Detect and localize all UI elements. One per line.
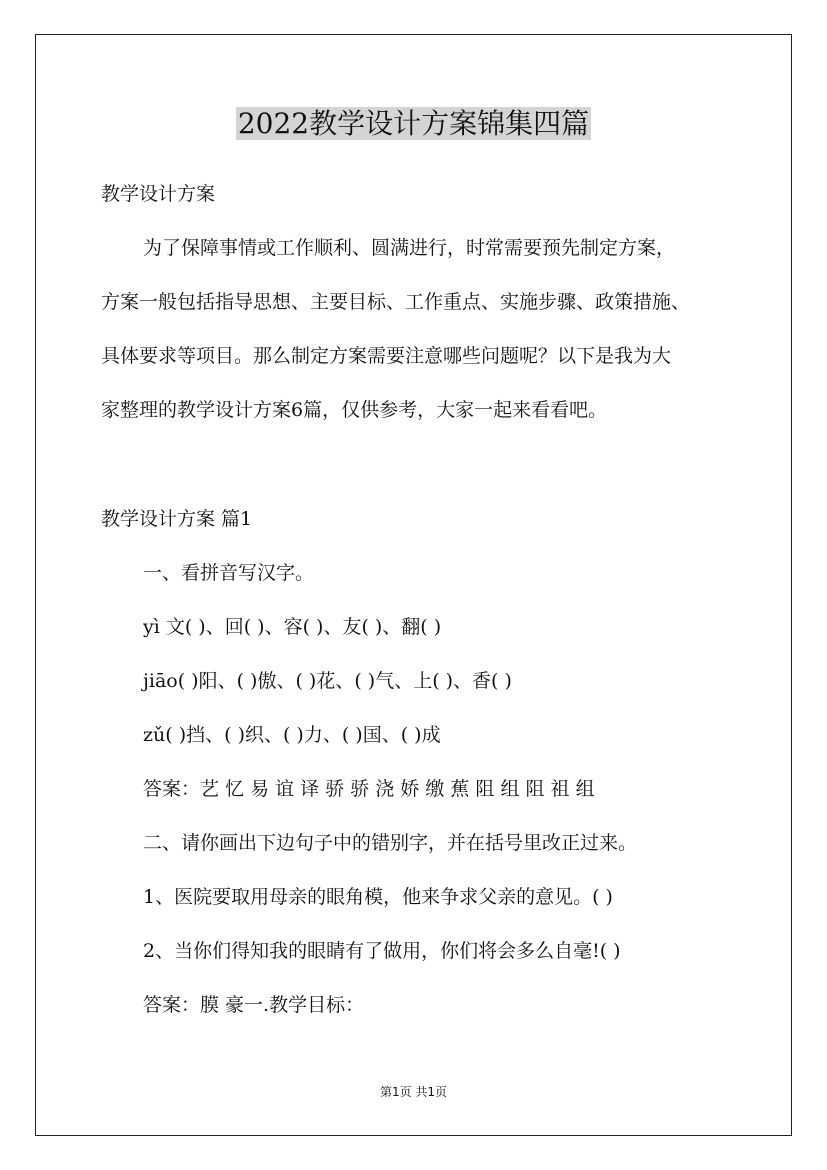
exercise-heading-1: 一、看拼音写汉字。 <box>143 562 315 584</box>
pinyin-line-jiao: jiāo( )阳、( )傲、( )花、( )气、上( )、香( ) <box>143 670 512 692</box>
intro-line-1: 为了保障事情或工作顺利、圆满进行，时常需要预先制定方案， <box>143 237 676 259</box>
intro-line-4: 家整理的教学设计方案6篇，仅供参考，大家一起来看看吧。 <box>101 399 608 421</box>
page-footer: 第1页 共1页 <box>379 1085 448 1099</box>
answer-line-2: 答案：膜 豪一.教学目标： <box>143 994 365 1016</box>
section-heading: 教学设计方案 <box>101 183 216 205</box>
pinyin-line-yi: yì 文( )、回( )、容( )、友( )、翻( ) <box>143 616 442 638</box>
sentence-line-2: 2、当你们得知我的眼睛有了做用，你们将会多么自毫!( ) <box>143 940 621 962</box>
pinyin-line-zu: zǔ( )挡、( )织、( )力、( )国、( )成 <box>143 724 441 746</box>
sentence-line-1: 1、医院要取用母亲的眼角模，他来争求父亲的意见。( ) <box>143 886 613 908</box>
intro-line-3: 具体要求等项目。那么制定方案需要注意哪些问题呢？以下是我为大 <box>101 345 672 367</box>
answer-line-1: 答案：艺 忆 易 谊 译 骄 骄 浇 娇 缴 蕉 阻 组 阻 祖 组 <box>143 778 595 800</box>
document-title: 2022教学设计方案锦集四篇 <box>237 107 590 140</box>
intro-line-2: 方案一般包括指导思想、主要目标、工作重点、实施步骤、政策措施、 <box>101 291 691 313</box>
part1-heading: 教学设计方案 篇1 <box>101 508 253 530</box>
exercise-heading-2: 二、请你画出下边句子中的错别字，并在括号里改正过来。 <box>143 832 638 854</box>
